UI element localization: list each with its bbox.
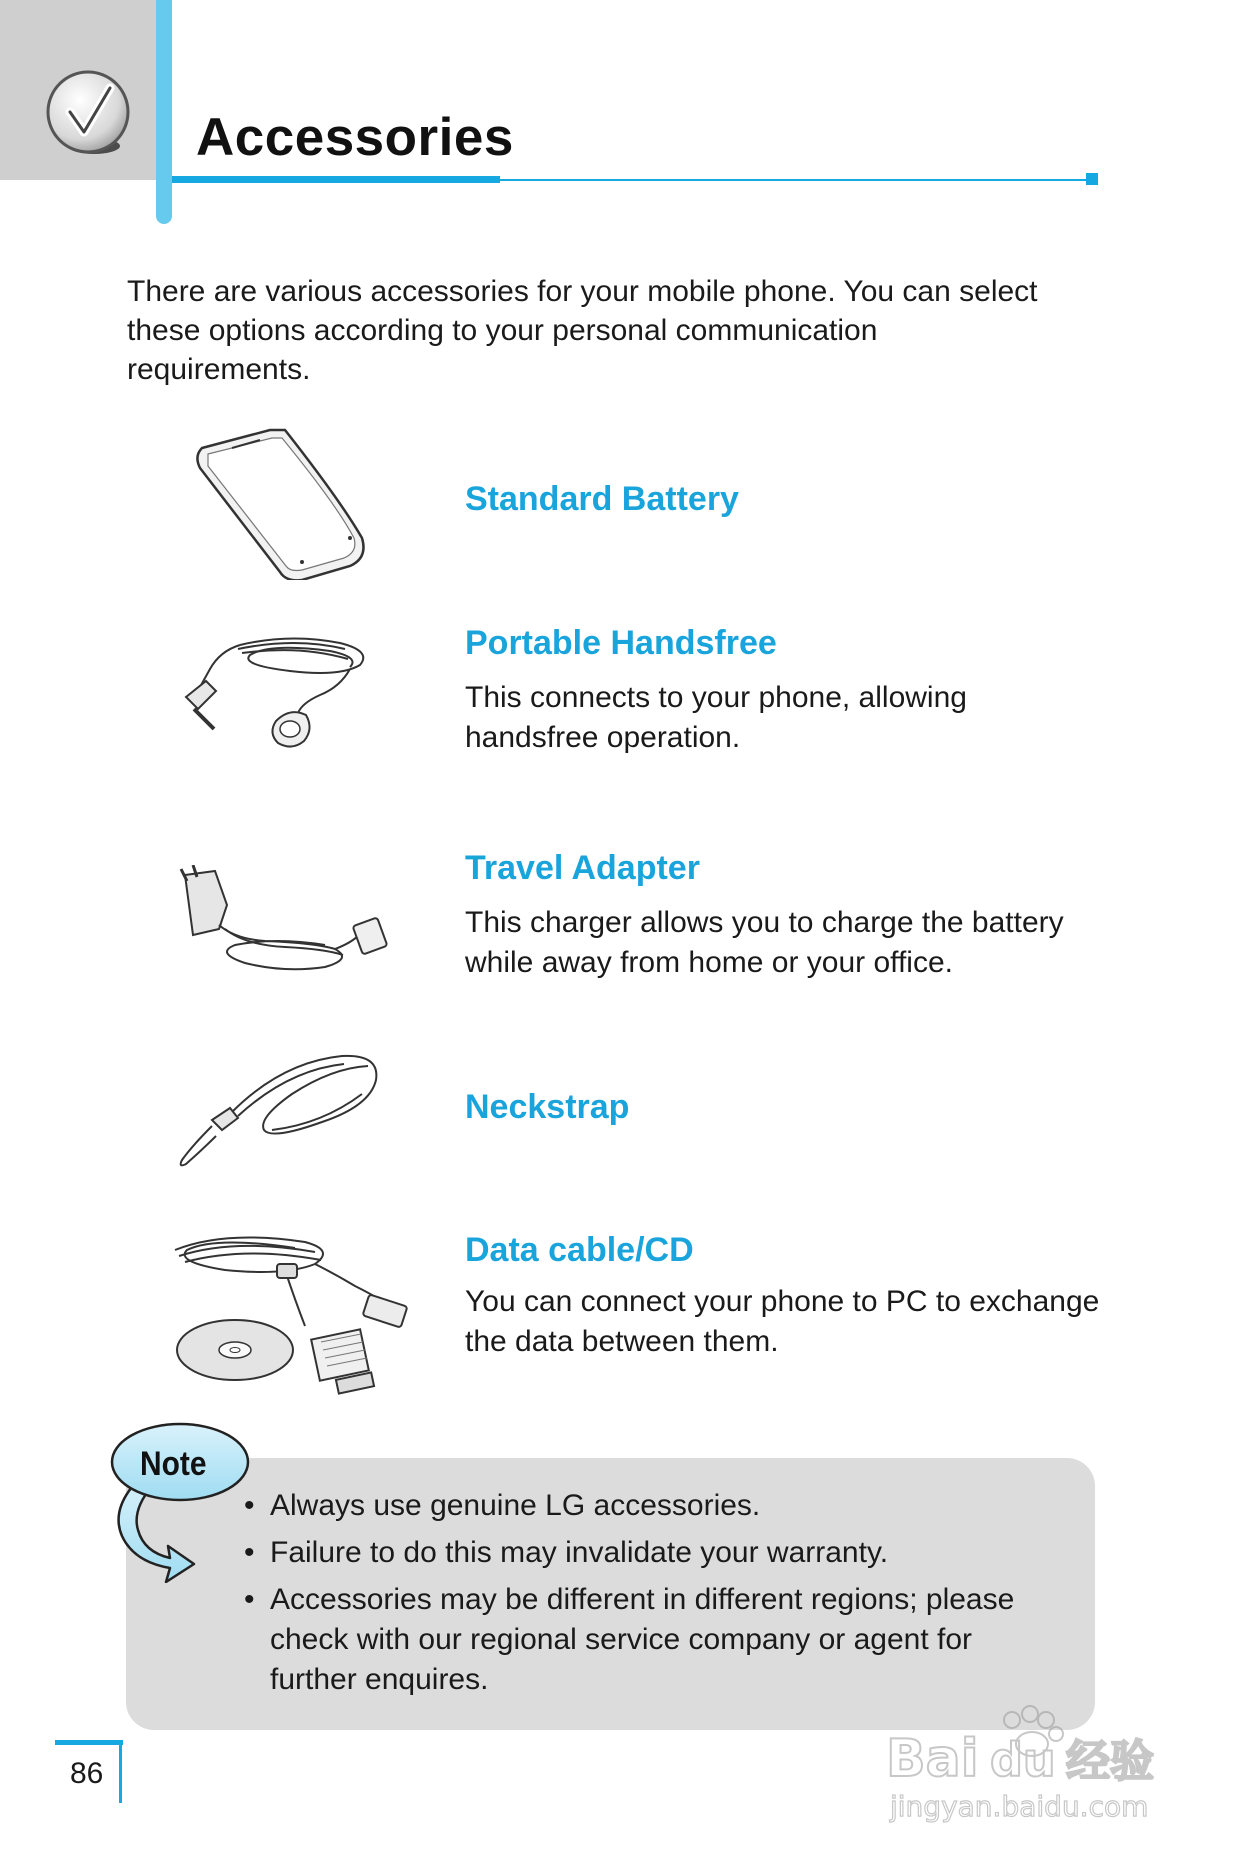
neckstrap-image [172, 1050, 392, 1170]
note-bullet-item [240, 1486, 1040, 1526]
handsfree-image [180, 625, 380, 755]
svg-text:Bai: Bai [886, 1729, 979, 1789]
header-accent-bar [156, 0, 172, 224]
note-bullet-text: Always use genuine LG accessories. [270, 1489, 761, 1522]
footer-vertical-rule [119, 1745, 122, 1803]
svg-text:经验: 经验 [1066, 1736, 1154, 1787]
data-cable-cd-image [165, 1230, 415, 1395]
note-bullet-text: Failure to do this may invalidate your warranty. [270, 1536, 889, 1569]
bullet-icon: • [244, 1583, 255, 1616]
item-desc-data-cable-cd: You can connect your phone to PC to exchange the data between them. [465, 1285, 1100, 1358]
note-bullet-item [240, 1533, 1040, 1573]
item-desc-portable-handsfree: This connects to your phone, allowing handsfree operation. [465, 681, 967, 754]
note-label: Note [140, 1445, 207, 1483]
travel-adapter-image [175, 865, 395, 985]
item-title-data-cable-cd: Data cable/CD [465, 1231, 694, 1269]
footer-rule [55, 1740, 123, 1745]
note-bullet-text: Accessories may be different in different regions; please check with our regional service company or agent for further enquires. [270, 1583, 1015, 1696]
note-bubble-arrow-icon [100, 1418, 250, 1583]
item-title-portable-handsfree: Portable Handsfree [465, 624, 777, 662]
page-title: Accessories [196, 108, 514, 167]
svg-text:jingyan.baidu.com: jingyan.baidu.com [890, 1790, 1149, 1823]
item-title-neckstrap: Neckstrap [465, 1088, 630, 1126]
title-rule-end [1086, 173, 1098, 185]
page-number: 86 [70, 1757, 104, 1790]
item-title-standard-battery: Standard Battery [465, 480, 739, 518]
bullet-icon: • [244, 1489, 255, 1522]
baidu-watermark-logo [880, 1690, 1180, 1830]
item-title-travel-adapter: Travel Adapter [465, 849, 700, 887]
title-rule-thick [172, 176, 500, 183]
title-rule-thin [500, 179, 1086, 181]
intro-paragraph: There are various accessories for your mobile phone. You can select these options according to your personal communication requirements. [127, 275, 1038, 386]
svg-text:du: du [990, 1733, 1056, 1787]
bullet-icon: • [244, 1536, 255, 1569]
note-list [240, 1486, 1040, 1707]
battery-image [190, 420, 370, 580]
note-bullet-item [240, 1580, 1040, 1700]
checkmark-icon [44, 68, 136, 160]
item-desc-travel-adapter: This charger allows you to charge the battery while away from home or your office. [465, 906, 1064, 979]
